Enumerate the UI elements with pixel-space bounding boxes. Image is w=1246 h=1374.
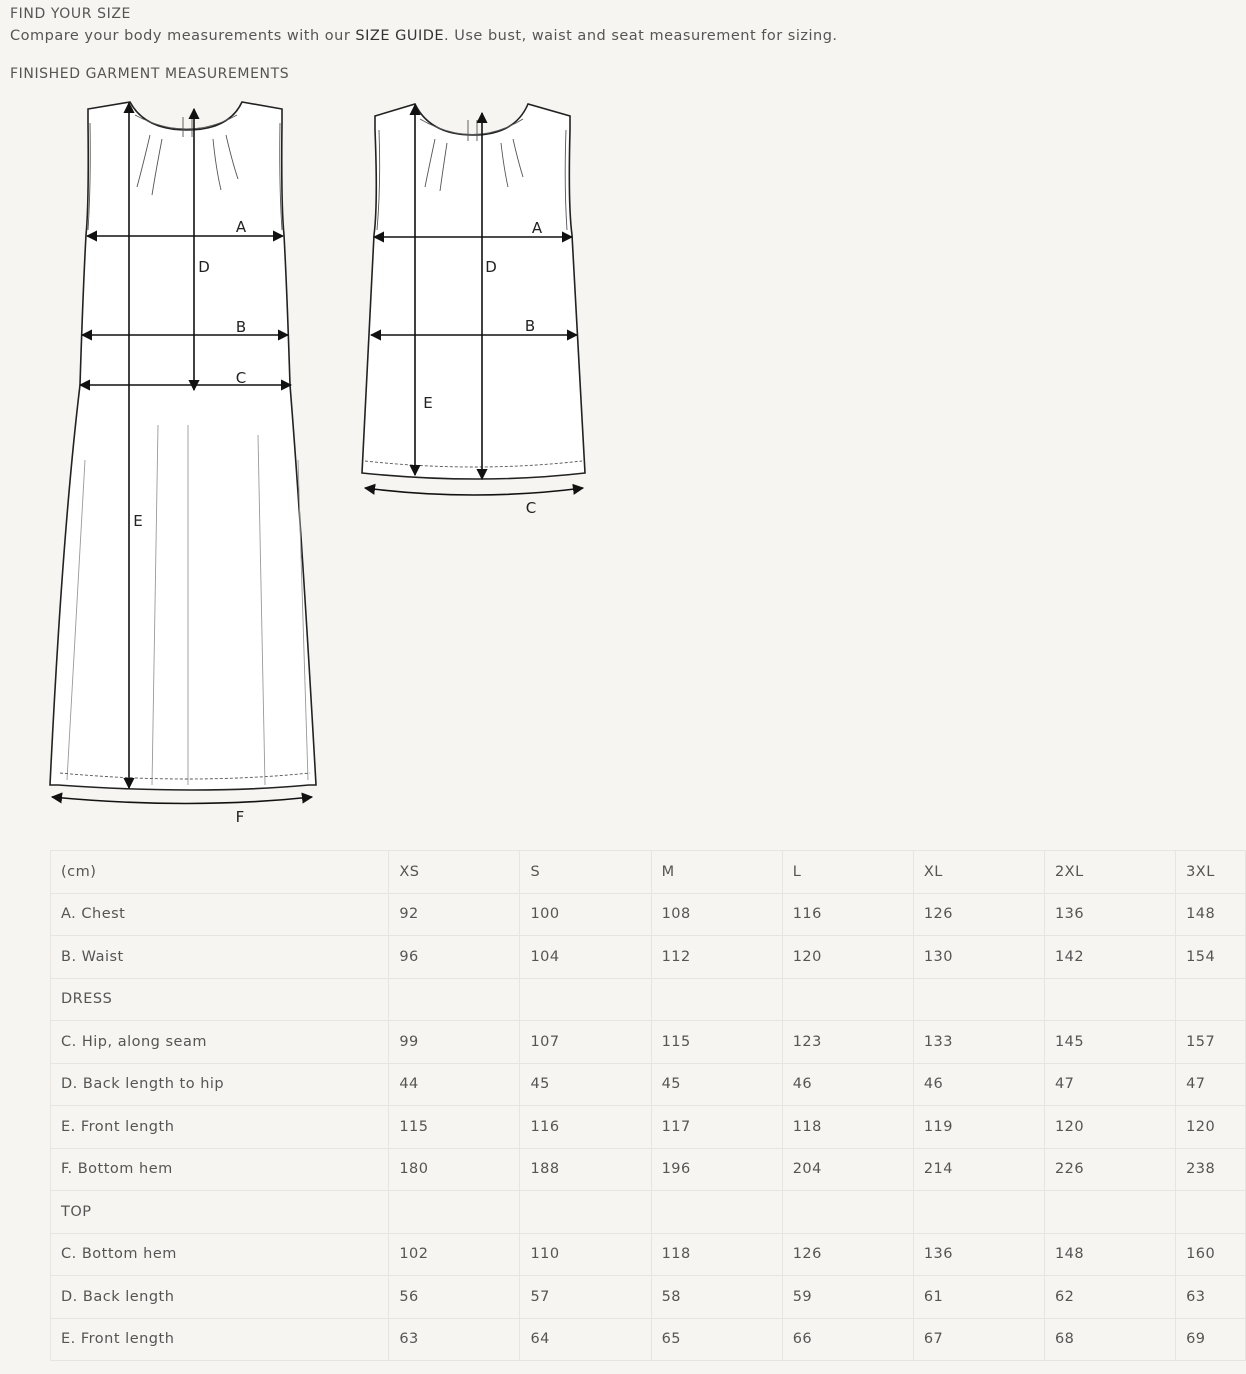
cell-value: 118 <box>782 1106 913 1149</box>
cell-value: 188 <box>520 1148 651 1191</box>
cell-value: 154 <box>1176 936 1246 979</box>
cell-value: 64 <box>520 1318 651 1361</box>
cell-value: 99 <box>389 1021 520 1064</box>
cell-value <box>1176 978 1246 1021</box>
cell-value: 110 <box>520 1233 651 1276</box>
size-header-xs: XS <box>389 851 520 894</box>
cell-value: 108 <box>651 893 782 936</box>
cell-value <box>1176 1191 1246 1234</box>
cell-value: 65 <box>651 1318 782 1361</box>
dress-label-d: D <box>198 258 210 276</box>
cell-value: 63 <box>389 1318 520 1361</box>
cell-value: 119 <box>913 1106 1044 1149</box>
dress-label-c: C <box>235 369 247 387</box>
cell-value: 214 <box>913 1148 1044 1191</box>
dress-label-b: B <box>235 318 247 336</box>
cell-value: 44 <box>389 1063 520 1106</box>
size-header-l: L <box>782 851 913 894</box>
row-label: C. Bottom hem <box>51 1233 389 1276</box>
table-row <box>51 936 1246 979</box>
size-header-xl: XL <box>913 851 1044 894</box>
cell-value <box>651 978 782 1021</box>
table-row <box>51 1148 1246 1191</box>
cell-value: 45 <box>651 1063 782 1106</box>
top-label-b: B <box>524 317 536 335</box>
finished-garment-title: FINISHED GARMENT MEASUREMENTS <box>10 66 290 82</box>
cell-value: 45 <box>520 1063 651 1106</box>
cell-value <box>782 978 913 1021</box>
top-label-a: A <box>531 219 543 237</box>
intro-before: Compare your body measurements with our <box>10 28 356 44</box>
top-outline <box>362 104 585 479</box>
cell-value <box>389 978 520 1021</box>
table-row <box>51 1021 1246 1064</box>
cell-value <box>389 1191 520 1234</box>
cell-value: 61 <box>913 1276 1044 1319</box>
cell-value: 120 <box>782 936 913 979</box>
cell-value: 180 <box>389 1148 520 1191</box>
cell-value: 58 <box>651 1276 782 1319</box>
intro-text <box>10 28 838 44</box>
table-row <box>51 1276 1246 1319</box>
row-label: E. Front length <box>51 1106 389 1149</box>
cell-value: 56 <box>389 1276 520 1319</box>
cell-value: 46 <box>782 1063 913 1106</box>
cell-value: 57 <box>520 1276 651 1319</box>
table-row <box>51 1233 1246 1276</box>
table-row <box>51 1063 1246 1106</box>
cell-value: 96 <box>389 936 520 979</box>
row-label: DRESS <box>51 978 389 1021</box>
find-your-size-title: FIND YOUR SIZE <box>10 6 131 22</box>
size-header-s: S <box>520 851 651 894</box>
size-header-m: M <box>651 851 782 894</box>
cell-value: 107 <box>520 1021 651 1064</box>
cell-value: 160 <box>1176 1233 1246 1276</box>
cell-value: 59 <box>782 1276 913 1319</box>
cell-value: 226 <box>1044 1148 1175 1191</box>
row-label: A. Chest <box>51 893 389 936</box>
cell-value: 136 <box>913 1233 1044 1276</box>
top-label-e: E <box>423 394 433 412</box>
top-label-c: C <box>525 499 537 517</box>
table-row <box>51 978 1246 1021</box>
cell-value: 148 <box>1176 893 1246 936</box>
size-table <box>50 850 1246 1361</box>
table-row <box>51 1318 1246 1361</box>
cell-value: 157 <box>1176 1021 1246 1064</box>
intro-after: . Use bust, waist and seat measurement for sizing. <box>444 28 838 44</box>
cell-value: 116 <box>782 893 913 936</box>
cell-value <box>520 978 651 1021</box>
cell-value: 196 <box>651 1148 782 1191</box>
dress-outline <box>50 102 316 790</box>
cell-value: 62 <box>1044 1276 1175 1319</box>
cell-value: 104 <box>520 936 651 979</box>
cell-value: 123 <box>782 1021 913 1064</box>
cell-value: 204 <box>782 1148 913 1191</box>
top-diagram <box>355 95 595 525</box>
cell-value: 100 <box>520 893 651 936</box>
cell-value: 92 <box>389 893 520 936</box>
cell-value: 68 <box>1044 1318 1175 1361</box>
cell-value <box>520 1191 651 1234</box>
cell-value: 46 <box>913 1063 1044 1106</box>
dress-label-e: E <box>133 512 143 530</box>
cell-value: 69 <box>1176 1318 1246 1361</box>
dress-diagram <box>40 95 330 835</box>
row-label: E. Front length <box>51 1318 389 1361</box>
cell-value <box>782 1191 913 1234</box>
cell-value: 133 <box>913 1021 1044 1064</box>
cell-value: 120 <box>1044 1106 1175 1149</box>
cell-value: 112 <box>651 936 782 979</box>
cell-value: 120 <box>1176 1106 1246 1149</box>
cell-value: 63 <box>1176 1276 1246 1319</box>
cell-value <box>1044 1191 1175 1234</box>
row-label: TOP <box>51 1191 389 1234</box>
cell-value: 115 <box>389 1106 520 1149</box>
cell-value: 136 <box>1044 893 1175 936</box>
cell-value: 118 <box>651 1233 782 1276</box>
row-label: C. Hip, along seam <box>51 1021 389 1064</box>
table-row <box>51 1106 1246 1149</box>
row-label: B. Waist <box>51 936 389 979</box>
table-row <box>51 893 1246 936</box>
cell-value: 130 <box>913 936 1044 979</box>
cell-value: 117 <box>651 1106 782 1149</box>
cell-value: 66 <box>782 1318 913 1361</box>
cell-value <box>651 1191 782 1234</box>
size-guide-link[interactable]: SIZE GUIDE <box>355 28 445 44</box>
table-row <box>51 1191 1246 1234</box>
dress-label-a: A <box>235 218 247 236</box>
cell-value: 238 <box>1176 1148 1246 1191</box>
unit-header: (cm) <box>51 851 389 894</box>
size-header-3xl: 3XL <box>1176 851 1246 894</box>
row-label: D. Back length <box>51 1276 389 1319</box>
cell-value: 116 <box>520 1106 651 1149</box>
cell-value: 145 <box>1044 1021 1175 1064</box>
cell-value: 47 <box>1044 1063 1175 1106</box>
size-header-row <box>51 851 1246 894</box>
cell-value: 126 <box>782 1233 913 1276</box>
cell-value: 148 <box>1044 1233 1175 1276</box>
cell-value: 102 <box>389 1233 520 1276</box>
cell-value: 142 <box>1044 936 1175 979</box>
size-header-2xl: 2XL <box>1044 851 1175 894</box>
cell-value: 47 <box>1176 1063 1246 1106</box>
cell-value: 67 <box>913 1318 1044 1361</box>
cell-value <box>1044 978 1175 1021</box>
row-label: F. Bottom hem <box>51 1148 389 1191</box>
dress-label-f: F <box>235 808 245 826</box>
row-label: D. Back length to hip <box>51 1063 389 1106</box>
cell-value: 126 <box>913 893 1044 936</box>
cell-value <box>913 1191 1044 1234</box>
cell-value: 115 <box>651 1021 782 1064</box>
cell-value <box>913 978 1044 1021</box>
top-label-d: D <box>485 258 497 276</box>
